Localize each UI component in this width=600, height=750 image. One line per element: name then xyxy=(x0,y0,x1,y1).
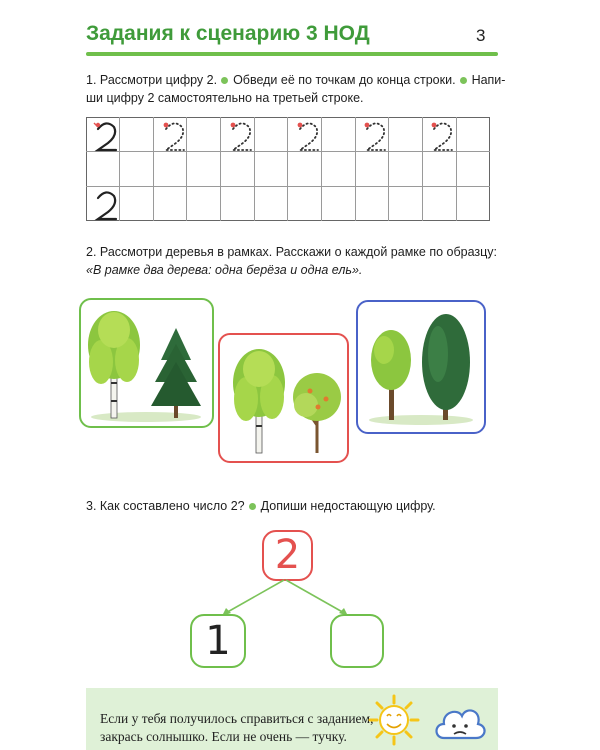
footer-line2: закрась солнышко. Если не очень — тучку. xyxy=(100,729,347,744)
task2-example: «В рамке два дерева: одна берёза и одна ель». xyxy=(86,263,363,277)
missing-digit-input[interactable] xyxy=(330,614,384,668)
start-dots xyxy=(164,123,437,128)
birch-icon xyxy=(88,311,140,418)
task1-part1: 1. Рассмотри цифру 2. xyxy=(86,73,218,87)
model-digit-2-row3 xyxy=(98,192,116,219)
task1-line2: ши цифру 2 самостоятельно на третьей строке. xyxy=(86,91,364,105)
left-part-box: 1 xyxy=(190,614,246,668)
birch-icon xyxy=(233,349,285,453)
sun-icon[interactable] xyxy=(367,694,421,746)
dotted-traces xyxy=(166,123,452,150)
footer-line1: Если у тебя получилось справиться с заданием, xyxy=(100,711,374,726)
task2-line1: 2. Рассмотри деревья в рамках. Расскажи о каждой рамке по образцу: xyxy=(86,245,498,259)
page-number: 3 xyxy=(476,26,486,45)
task3-instructions xyxy=(86,497,436,515)
oak-icon xyxy=(371,330,411,420)
task1-part3: Напи- xyxy=(471,73,506,87)
writing-grid[interactable] xyxy=(86,117,490,221)
whole-number-box: 2 xyxy=(262,530,313,581)
model-digit-2 xyxy=(94,123,116,150)
tree-frame-1[interactable] xyxy=(79,298,214,428)
bullet-icon xyxy=(221,77,228,84)
frame2-trees xyxy=(220,335,347,461)
frame3-trees xyxy=(358,302,484,432)
task1-part2: Обведи её по точкам до конца строки. xyxy=(233,73,456,87)
apple-tree-icon xyxy=(293,373,341,453)
task2-instructions xyxy=(86,243,497,279)
grid-lines xyxy=(86,117,490,221)
spruce-icon xyxy=(151,328,201,418)
page-title: Задания к сценарию 3 НОД xyxy=(86,22,370,45)
bullet-icon xyxy=(249,503,256,510)
footer-text xyxy=(100,710,373,746)
bullet-icon xyxy=(460,77,467,84)
title-underline xyxy=(86,52,498,56)
task3-part1: 3. Как составлено число 2? xyxy=(86,499,245,513)
split-arrows xyxy=(200,578,370,618)
task3-part2: Допиши недостающую цифру. xyxy=(260,499,436,513)
tree-frame-3[interactable] xyxy=(356,300,486,434)
frame1-trees xyxy=(81,300,212,426)
tree-frame-2[interactable] xyxy=(218,333,349,463)
cloud-icon[interactable] xyxy=(432,698,488,744)
poplar-icon xyxy=(422,314,470,420)
task1-instructions xyxy=(86,71,505,107)
